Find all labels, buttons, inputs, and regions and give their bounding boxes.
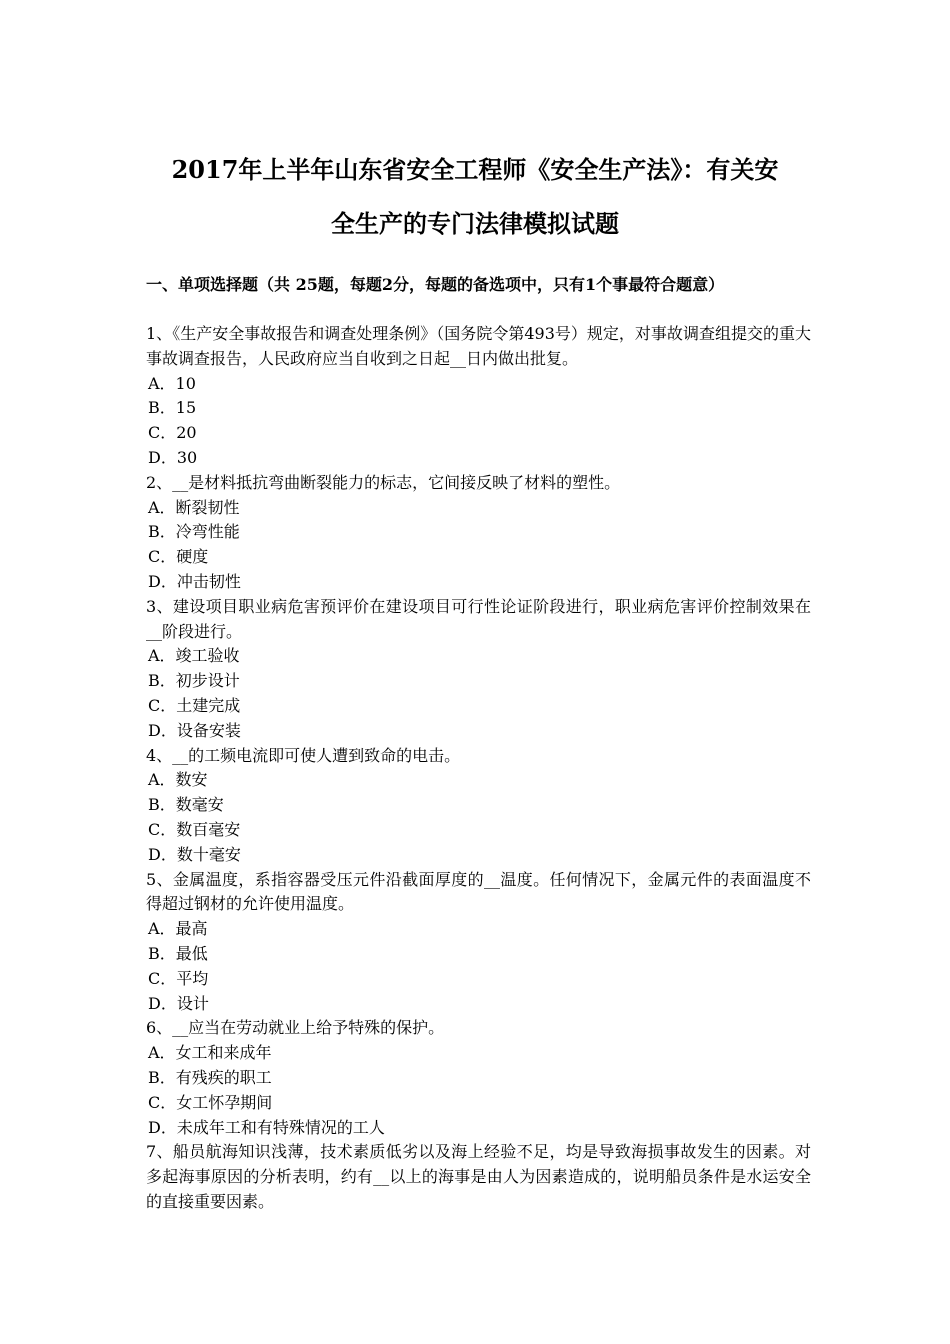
option-c: C．土建完成	[148, 695, 241, 715]
option-c: C．数百毫安	[148, 819, 241, 839]
option-c: C．女工怀孕期间	[148, 1092, 273, 1112]
option-d: D．设计	[148, 993, 209, 1013]
option-d: D．数十毫安	[148, 844, 241, 864]
option-a: A．最高	[148, 919, 208, 939]
question-stem: 7、船员航海知识浅薄，技术素质低劣以及海上经验不足，均是导致海损事故发生的因素。对多起海事原因的分析表明，约有__以上的海事是由人为因素造成的，说明船员条件是水运安全的直接重要因素。	[146, 1142, 811, 1211]
option-a: A．女工和来成年	[148, 1043, 272, 1063]
option-c: C．硬度	[148, 547, 209, 567]
option-d: D．设备安装	[148, 720, 241, 740]
question-stem: 1、《生产安全事故报告和调查处理条例》（国务院令第493号）规定，对事故调查组提交的重大事故调查报告，人民政府应当自收到之日起__日内做出批复。	[146, 324, 811, 368]
question-stem: 4、__的工频电流即可使人遭到致命的电击。	[146, 745, 461, 765]
option-d: D．未成年工和有特殊情况的工人	[148, 1117, 385, 1137]
question-stem: 2、__是材料抵抗弯曲断裂能力的标志，它间接反映了材料的塑性。	[146, 472, 621, 492]
option-a: A．断裂韧性	[148, 497, 240, 517]
section-heading: 一、单项选择题（共 25题，每题2分，每题的备选项中，只有1个事最符合题意）	[146, 275, 725, 294]
option-b: B．初步设计	[148, 671, 240, 691]
title-line-2: 全生产的专门法律模拟试题	[331, 209, 619, 238]
question-list	[146, 322, 811, 1215]
option-c: C．平均	[148, 968, 209, 988]
option-a: A．数安	[148, 770, 208, 790]
option-c: C．20	[148, 423, 197, 443]
option-a: A．竣工验收	[148, 646, 240, 666]
document-title	[120, 143, 830, 251]
option-b: B．有残疾的职工	[148, 1067, 272, 1087]
option-d: D．30	[148, 447, 198, 467]
option-b: B．冷弯性能	[148, 522, 240, 542]
title-line-1: 2017年上半年山东省安全工程师《安全生产法》：有关安	[171, 155, 779, 184]
question-stem: 6、__应当在劳动就业上给予特殊的保护。	[146, 1018, 445, 1038]
option-b: B．数毫安	[148, 795, 224, 815]
question-stem: 5、金属温度，系指容器受压元件沿截面厚度的__温度。任何情况下，金属元件的表面温度不得超过钢材的允许使用温度。	[146, 869, 811, 914]
question-stem: 3、建设项目职业病危害预评价在建设项目可行性论证阶段进行，职业病危害评价控制效果在__阶段进行。	[146, 596, 811, 641]
option-a: A．10	[148, 373, 196, 393]
option-b: B．最低	[148, 943, 208, 963]
option-d: D．冲击韧性	[148, 571, 241, 591]
option-b: B．15	[148, 398, 197, 418]
